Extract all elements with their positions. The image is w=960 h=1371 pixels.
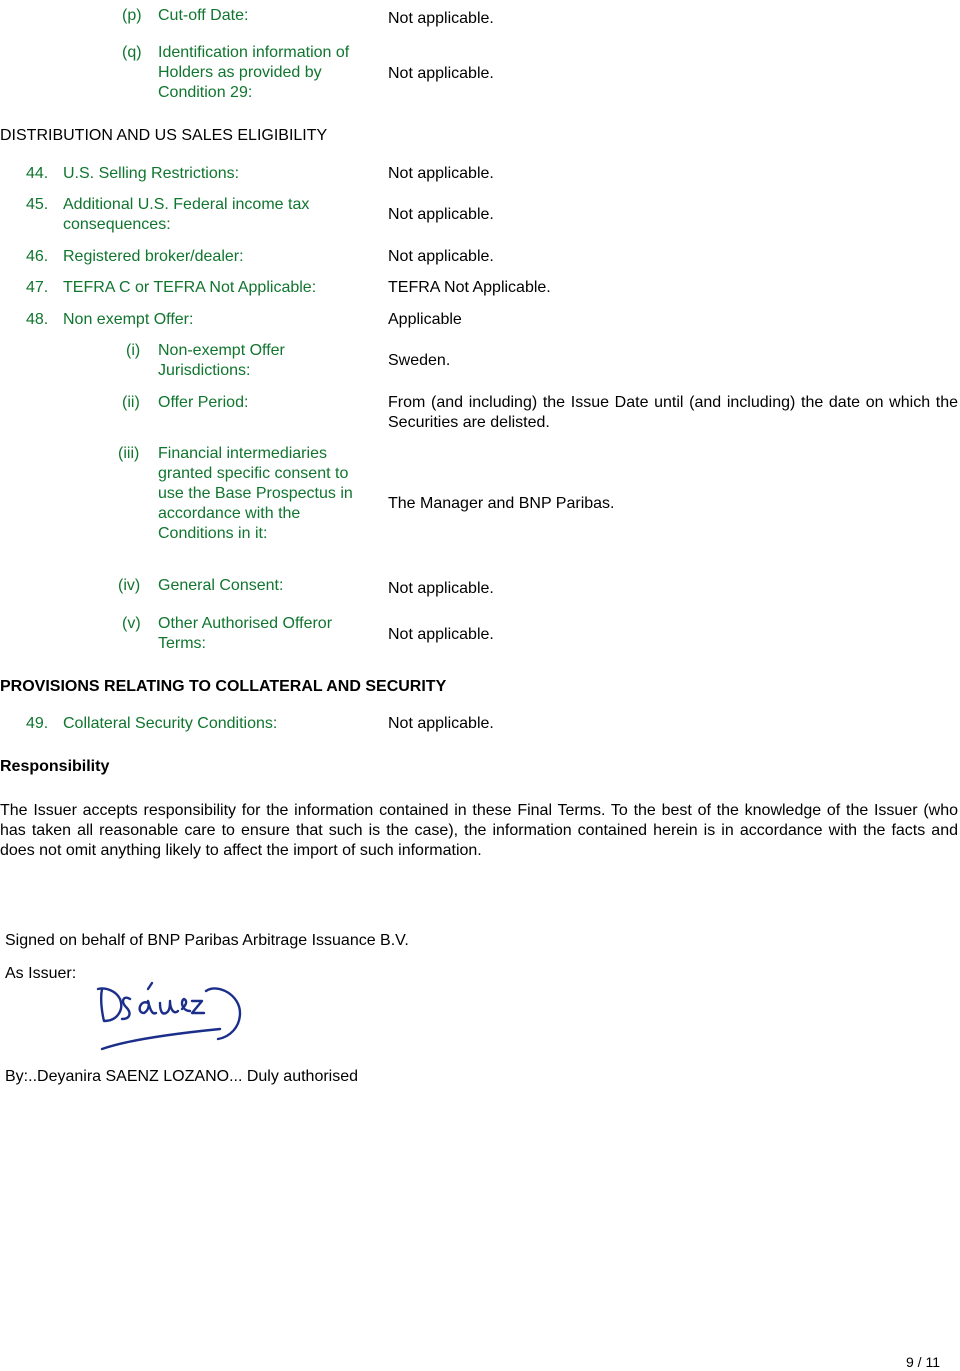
responsibility-text: The Issuer accepts responsibility for the information contained in these Final Terms. To the best of the knowledge of the Issuer (who has taken all reasonable care to ensure that such is the case), the information contained herein is in accordance with the facts and does not omit anything likely to affect the import of such information. [0, 802, 958, 859]
item-46-value: Not applicable. [388, 248, 494, 265]
item-47-number: 47. [26, 279, 49, 296]
sub-ii-label: Offer Period: [158, 394, 249, 411]
sub-iv-number: (iv) [118, 577, 141, 594]
signed-by-line: By:..Deyanira SAENZ LOZANO... Duly authorised [5, 1068, 359, 1085]
item-p-label: Cut-off Date: [158, 7, 249, 24]
sub-i-value: Sweden. [388, 352, 451, 369]
responsibility-heading: Responsibility [0, 758, 110, 775]
item-45-value: Not applicable. [388, 206, 494, 223]
item-49-value: Not applicable. [388, 715, 494, 732]
sub-ii-number: (ii) [122, 394, 140, 411]
sub-i-label: Non-exempt Offer Jurisdictions: [158, 342, 285, 379]
item-48-number: 48. [26, 311, 49, 328]
item-44-value: Not applicable. [388, 165, 494, 182]
item-45-label: Additional U.S. Federal income tax consequences: [63, 196, 310, 233]
item-46-number: 46. [26, 248, 49, 265]
sub-iii-value: The Manager and BNP Paribas. [388, 495, 615, 512]
item-p-number: (p) [122, 7, 142, 24]
item-48-label: Non exempt Offer: [63, 311, 194, 328]
sub-v-number: (v) [122, 615, 141, 632]
signed-on-behalf: Signed on behalf of BNP Paribas Arbitrage Issuance B.V. [5, 932, 409, 949]
item-49-number: 49. [26, 715, 49, 732]
item-45-number: 45. [26, 196, 49, 213]
sub-iv-label: General Consent: [158, 577, 284, 594]
item-48-value: Applicable [388, 311, 462, 328]
item-49-label: Collateral Security Conditions: [63, 715, 278, 732]
sub-iii-label: Financial intermediaries granted specific consent to use the Base Prospectus in accordance with the Conditions in it: [158, 445, 353, 542]
handwritten-signature [90, 965, 250, 1057]
sub-v-label: Other Authorised Offeror Terms: [158, 615, 333, 652]
sub-i-number: (i) [126, 342, 141, 359]
item-46-label: Registered broker/dealer: [63, 248, 244, 265]
item-q-value: Not applicable. [388, 65, 494, 82]
item-44-label: U.S. Selling Restrictions: [63, 165, 240, 182]
item-47-label: TEFRA C or TEFRA Not Applicable: [63, 279, 317, 296]
sub-iv-value: Not applicable. [388, 580, 494, 597]
page-number: 9 / 11 [906, 1354, 940, 1370]
item-p-value: Not applicable. [388, 10, 494, 27]
collateral-heading: PROVISIONS RELATING TO COLLATERAL AND SECURITY [0, 678, 447, 695]
item-q-label: Identification information of Holders as provided by Condition 29: [158, 44, 350, 101]
item-44-number: 44. [26, 165, 49, 182]
sub-v-value: Not applicable. [388, 626, 494, 643]
item-47-value: TEFRA Not Applicable. [388, 279, 551, 296]
distribution-heading: DISTRIBUTION AND US SALES ELIGIBILITY [0, 127, 328, 144]
sub-ii-value: From (and including) the Issue Date until (and including) the date on which the Securities are delisted. [388, 394, 958, 431]
as-issuer-label: As Issuer: [5, 965, 77, 982]
item-q-number: (q) [122, 44, 142, 61]
sub-iii-number: (iii) [118, 445, 140, 462]
